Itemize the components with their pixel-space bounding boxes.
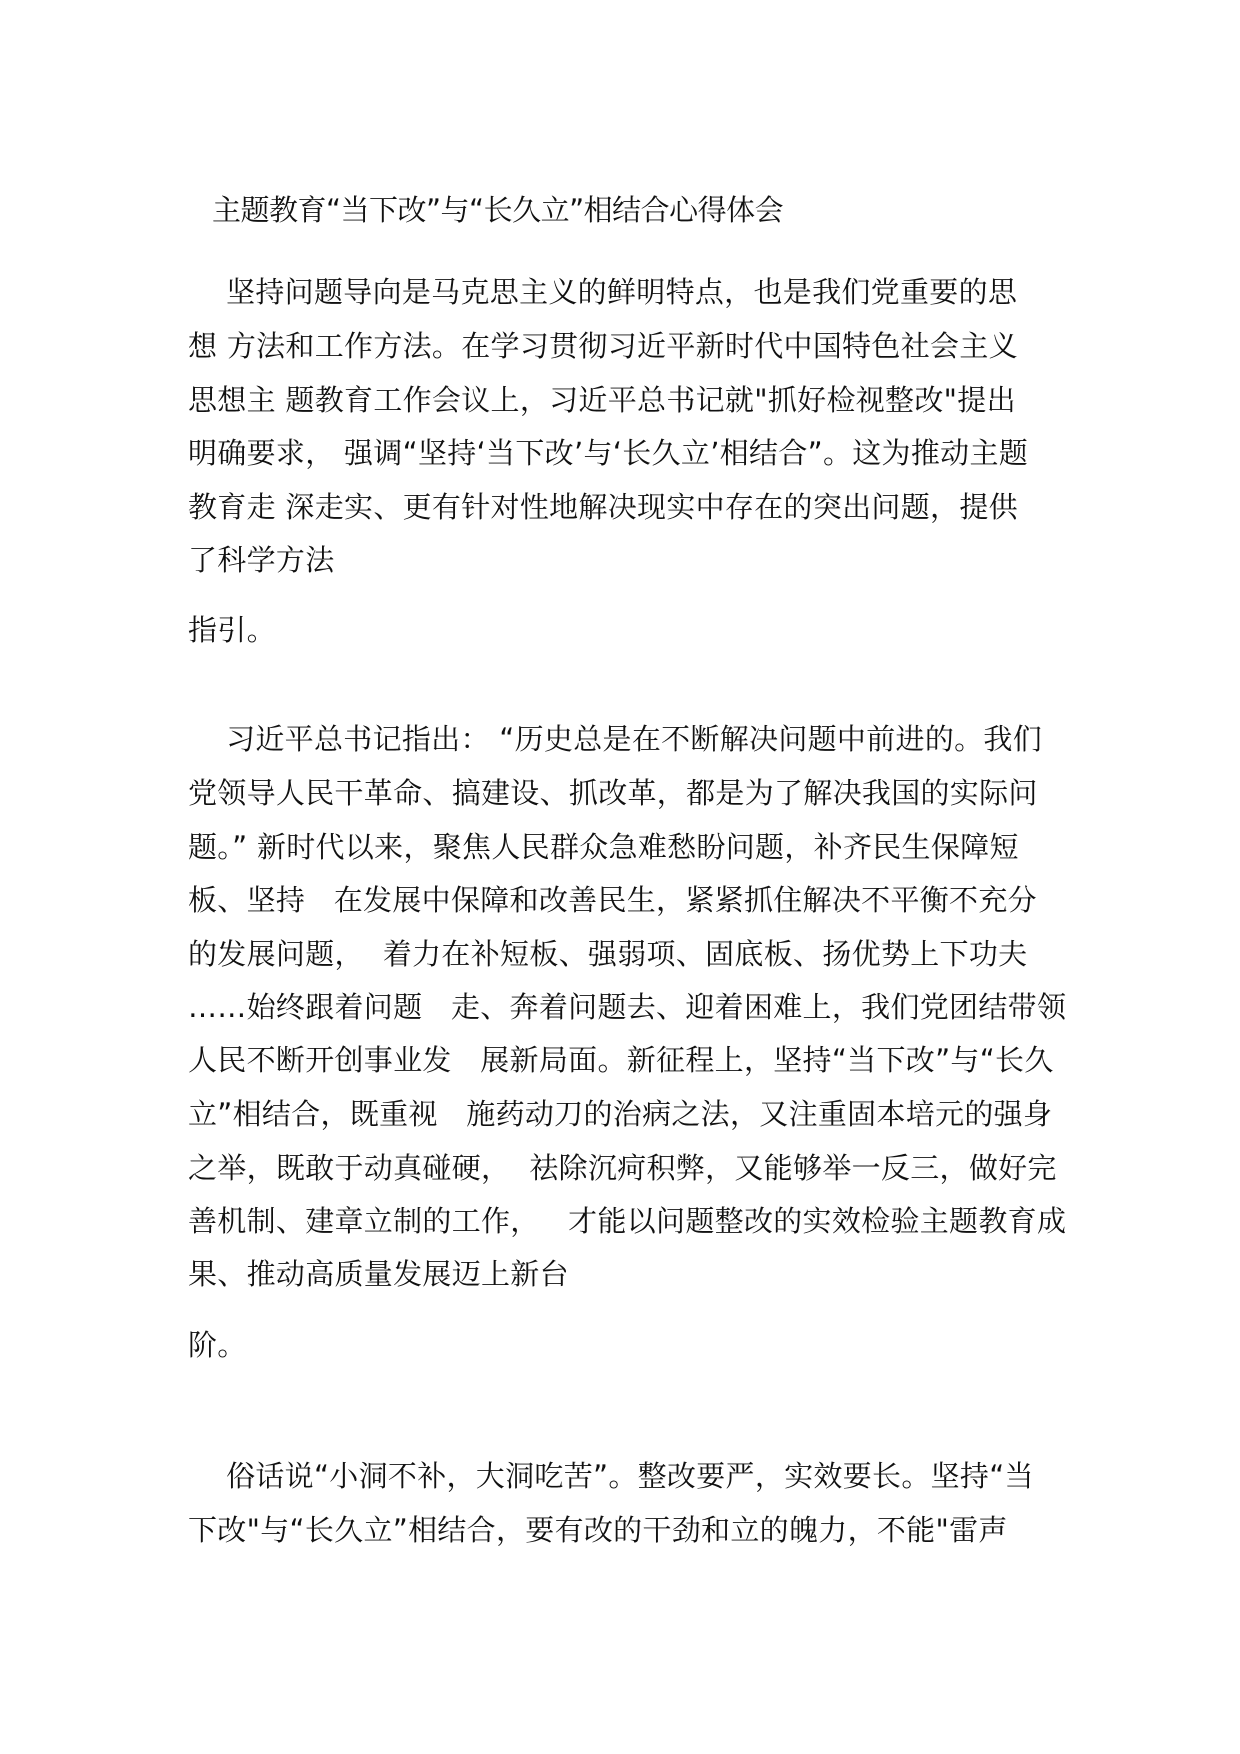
paragraph-2-line-7: 人民不断开创事业发 展新局面。新征程上，坚持“当下改”与“长久 (188, 1043, 1054, 1077)
paragraph-2-line-3: 题。” 新时代以来，聚焦人民群众急难愁盼问题，补齐民生保障短 (188, 830, 1019, 864)
paragraph-1-line-7: 指引。 (188, 613, 276, 647)
paragraph-3-line-1: 俗话说“小洞不补，大洞吃苦”。整改要严，实效要长。坚持“当 (188, 1459, 1034, 1493)
paragraph-2-line-12: 阶。 (188, 1328, 247, 1362)
paragraph-2-line-9: 之举，既敢于动真碰硬， 祛除沉疴积弊，又能够举一反三，做好完 (188, 1151, 1057, 1185)
paragraph-2-line-1: 习近平总书记指出： “历史总是在不断解决问题中前进的。我们 (188, 722, 1043, 756)
paragraph-2-line-5: 的发展问题， 着力在补短板、强弱项、固底板、扬优势上下功夫 (188, 937, 1028, 971)
paragraph-2-line-8: 立”相结合，既重视 施药动刀的治病之法，又注重固本培元的强身 (188, 1097, 1053, 1131)
paragraph-2-line-6: ……始终跟着问题 走、奔着问题去、迎着困难上，我们党团结带领 (188, 990, 1067, 1024)
paragraph-1-line-5: 教育走 深走实、更有针对性地解决现实中存在的突出问题，提供 (188, 490, 1018, 524)
paragraph-2-line-4: 板、坚持 在发展中保障和改善民生，紧紧抓住解决不平衡不充分 (188, 883, 1037, 917)
paragraph-2-line-10: 善机制、建章立制的工作， 才能以问题整改的实效检验主题教育成 (188, 1204, 1067, 1238)
paragraph-1-line-6: 了科学方法 (188, 543, 335, 577)
paragraph-1-line-2: 想 方法和工作方法。在学习贯彻习近平新时代中国特色社会主义 (188, 329, 1018, 363)
paragraph-2-line-11: 果、推动高质量发展迈上新台 (188, 1257, 569, 1291)
paragraph-1-line-1: 坚持问题导向是马克思主义的鲜明特点，也是我们党重要的思 (188, 275, 1018, 309)
paragraph-2-line-2: 党领导人民干革命、搞建设、抓改革，都是为了解决我国的实际问 (188, 776, 1038, 810)
paragraph-1-line-4: 明确要求， 强调“坚持‘当下改’与‘长久立’相结合”。这为推动主题 (188, 436, 1029, 470)
paragraph-3-line-2: 下改"与“长久立”相结合，要有改的干劲和立的魄力，不能"雷声 (188, 1513, 1008, 1547)
document-title: 主题教育“当下改”与“长久立”相结合心得体会 (212, 193, 784, 227)
paragraph-1-line-3: 思想主 题教育工作会议上，习近平总书记就"抓好检视整改"提出 (188, 383, 1016, 417)
